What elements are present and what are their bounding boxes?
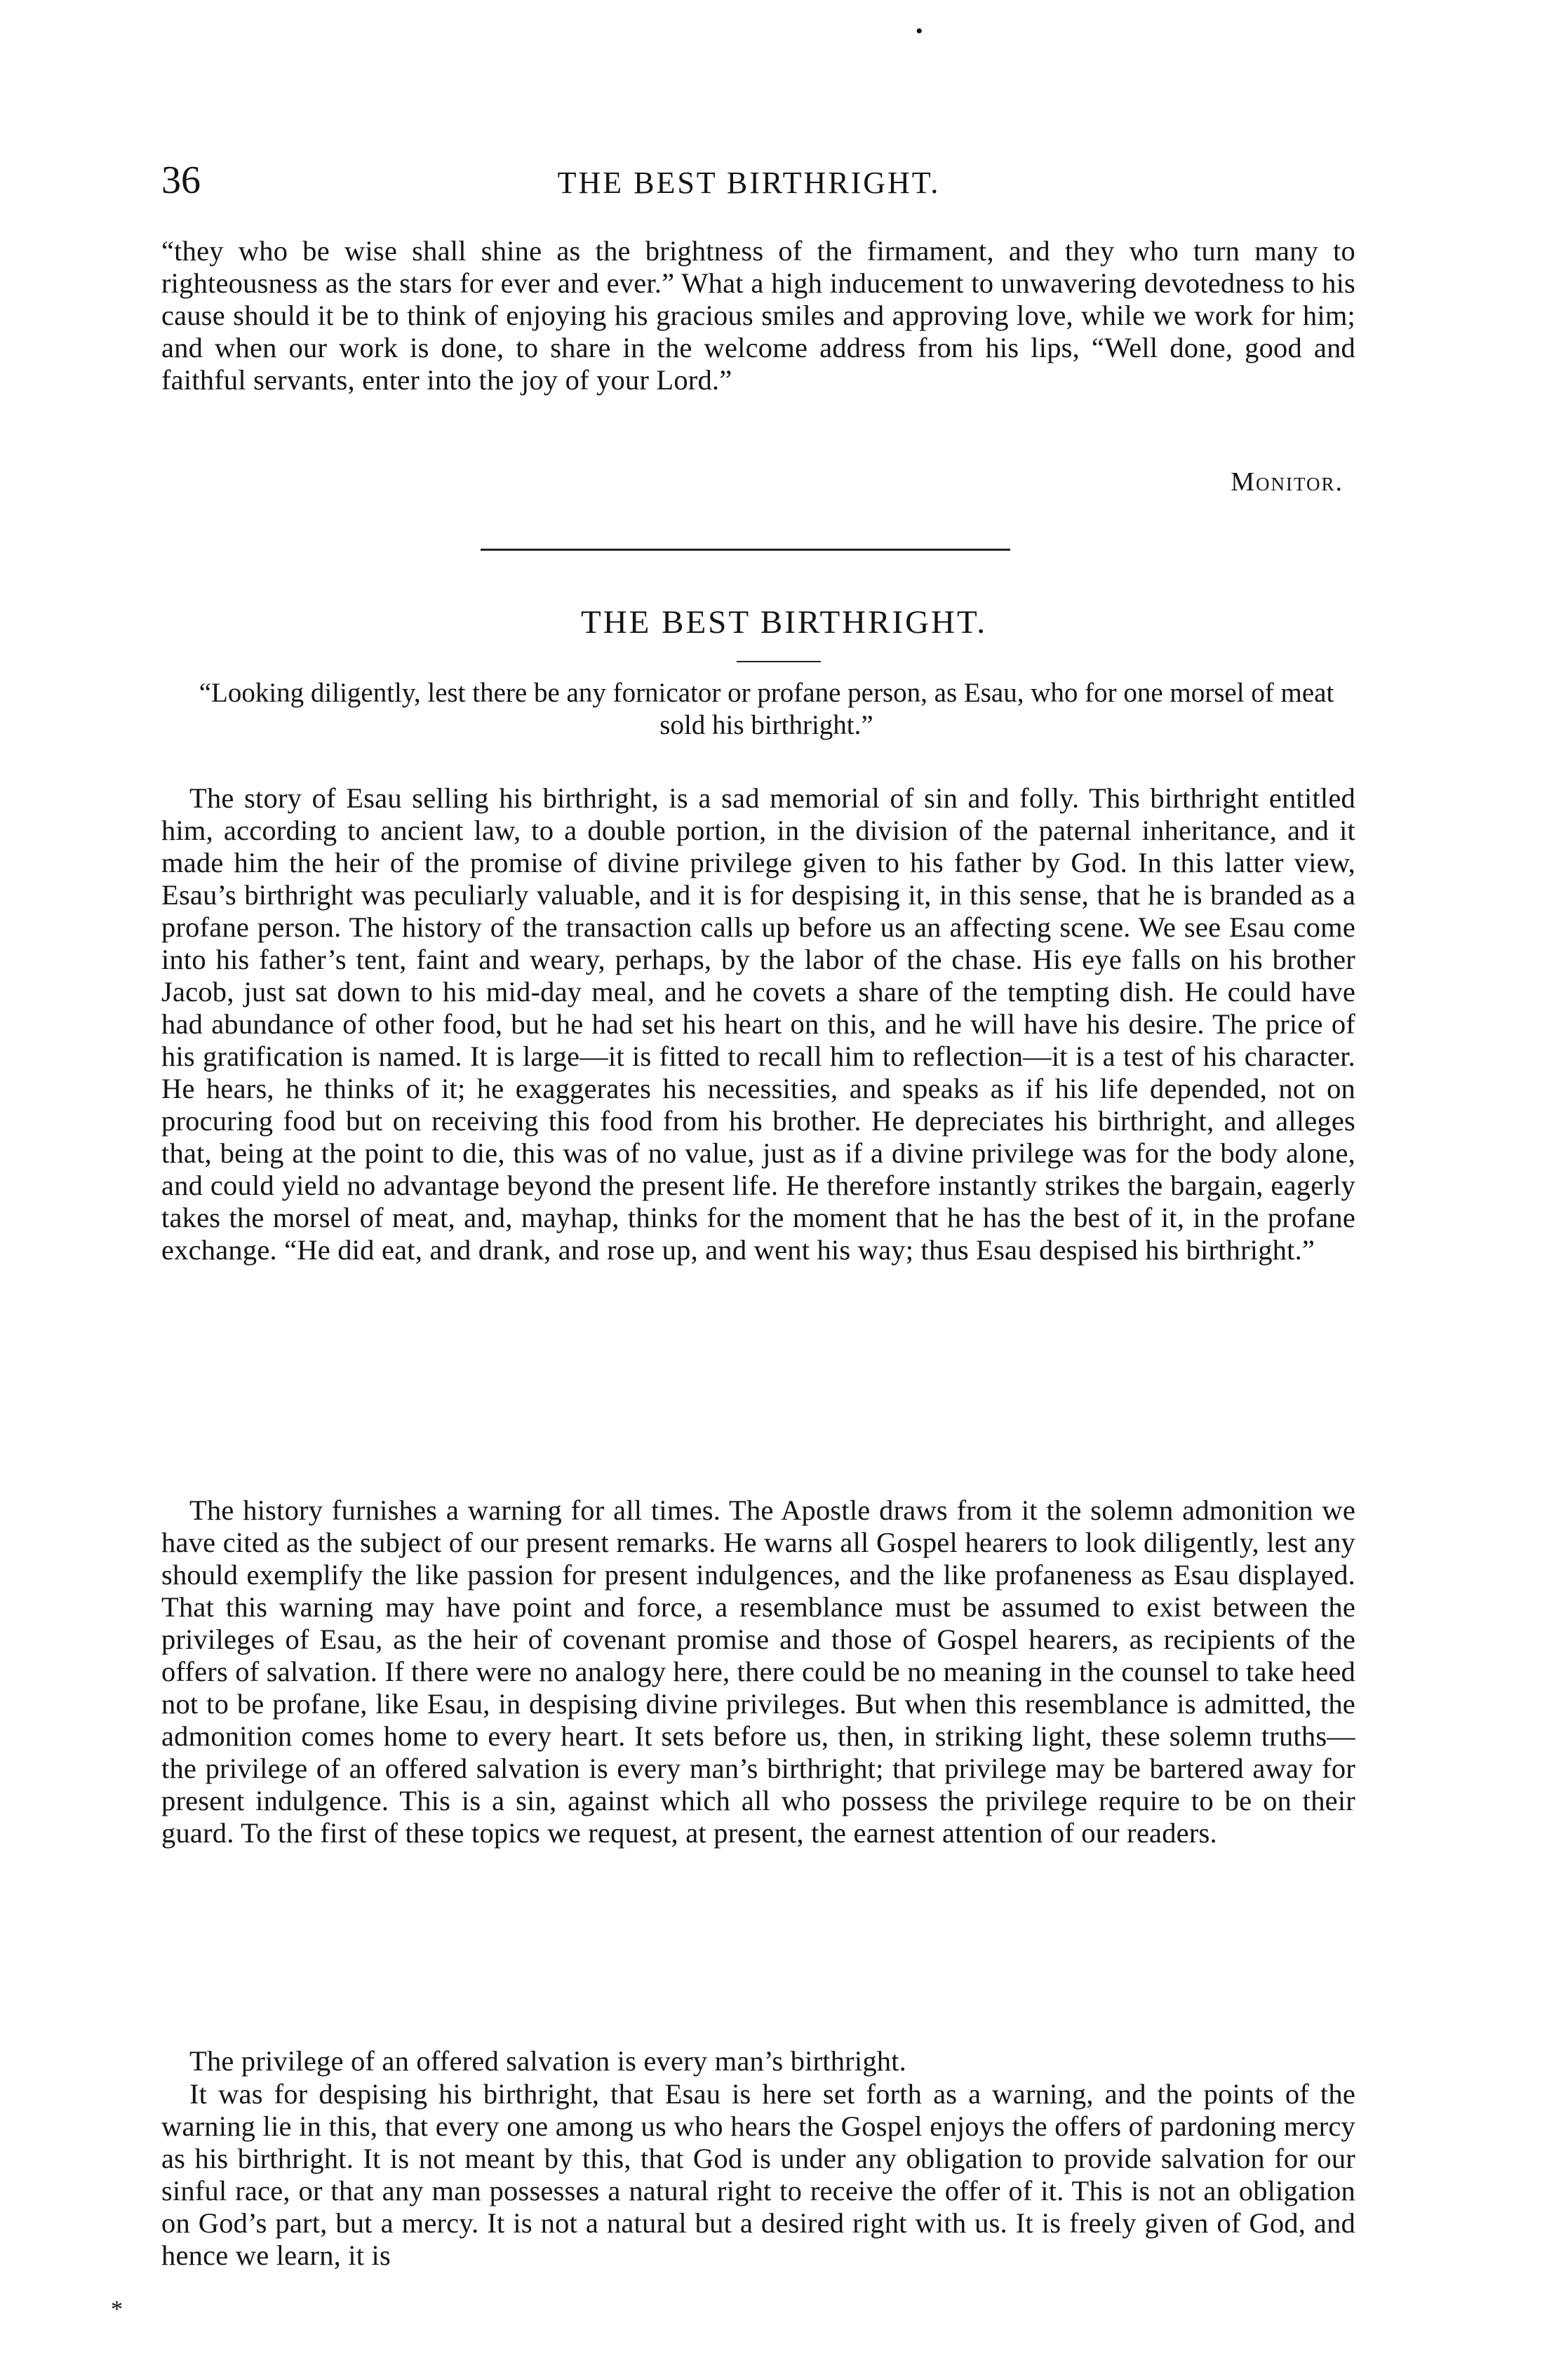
page-header xyxy=(161,158,1336,207)
margin-mark: * xyxy=(111,2296,123,2322)
body-paragraph: The story of Esau selling his birthright, is a sad memorial of sin and folly. This birthright entitled him, according to ancient law, to a double portion, in the division of the paternal inheritance, and it made him the heir of the promise of divine privilege given to his father by God. In this latter view, Esau’s birthright was peculiarly valuable, and it is for despising it, in this sense, that he is branded as a profane person. The history of the transaction calls up before us an affecting scene. We see Esau come into his father’s tent, faint and weary, perhaps, by the labor of the chase. His eye falls on his brother Jacob, just sat down to his mid-day meal, and he covets a share of the tempting dish. He could have had abundance of other food, but he had set his heart on this, and he will have his desire. The price of his gratification is named. It is large—it is fitted to recall him to reflection—it is a test of his character. He hears, he thinks of it; he exaggerates his necessities, and speaks as if his life depended, not on procuring food but on receiving this food from his brother. He depreciates his birthright, and alleges that, being at the point to die, this was of no value, just as if a divine privilege was for the body alone, and could yield no advantage beyond the present life. He therefore instantly strikes the bargain, eagerly takes the morsel of meat, and, mayhap, thinks for the moment that he has the best of it, in the profane exchange. “He did eat, and drank, and rose up, and went his way; thus Esau despised his birthright.” xyxy=(161,782,1355,1266)
section-divider xyxy=(481,549,1010,551)
body-paragraph: The history furnishes a warning for all times. The Apostle draws from it the solemn admonition we have cited as the subject of our present remarks. He warns all Gospel hearers to look diligently, lest any should exemplify the like passion for present indulgences, and the like profaneness as Esau displayed. That this warning may have point and force, a resemblance must be assumed to exist between the privileges of Esau, as the heir of covenant promise and those of Gospel hearers, as recipients of the offers of salvation. If there were no analogy here, there could be no meaning in the counsel to take heed not to be profane, like Esau, in despising divine privileges. But when this resemblance is admitted, the admonition comes home to every heart. It sets before us, then, in striking light, these solemn truths—the privilege of an offered salvation is every man’s birthright; that privilege may be bartered away for present indulgence. This is a sin, against which all who possess the privilege require to be on their guard. To the first of these topics we request, at present, the earnest attention of our readers. xyxy=(161,1494,1355,1849)
article-epigraph: “Looking diligently, lest there be any fornicator or profane person, as Esau, who for one morsel of meat sold his birthright.” xyxy=(199,678,1334,740)
body-paragraph: It was for despising his birthright, that Esau is here set forth as a warning, and the points of the warning lie in this, that every one among us who hears the Gospel enjoys the offers of pardoning mercy as his birthright. It is not meant by this, that God is under any obligation to provide salvation for our sinful race, or that any man possesses a natural right to receive the offer of it. This is not an obligation on God’s part, but a mercy. It is not a natural but a desired right with us. It is freely given of God, and hence we learn, it is xyxy=(161,2078,1355,2271)
top-ink-mark: • xyxy=(916,20,923,43)
article-title: THE BEST BIRTHRIGHT. xyxy=(581,604,987,641)
running-head: THE BEST BIRTHRIGHT. xyxy=(557,166,941,200)
page-number: 36 xyxy=(161,159,201,202)
previous-article-text: “they who be wise shall shine as the brightness of the firmament, and they who turn many to righteousness as the stars for ever and ever.” What a high inducement to unwavering devotedness to his cause should it be to think of enjoying his gracious smiles and approving love, while we work for him; and when our work is done, to share in the welcome address from his lips, “Well done, good and faithful servants, enter into the joy of your Lord.” xyxy=(161,235,1355,396)
title-underline xyxy=(737,661,821,662)
previous-article-signature: Monitor. xyxy=(1231,467,1343,497)
body-paragraph-italic-lead: The privilege of an offered salvation is every man’s birthright. xyxy=(189,2045,906,2077)
